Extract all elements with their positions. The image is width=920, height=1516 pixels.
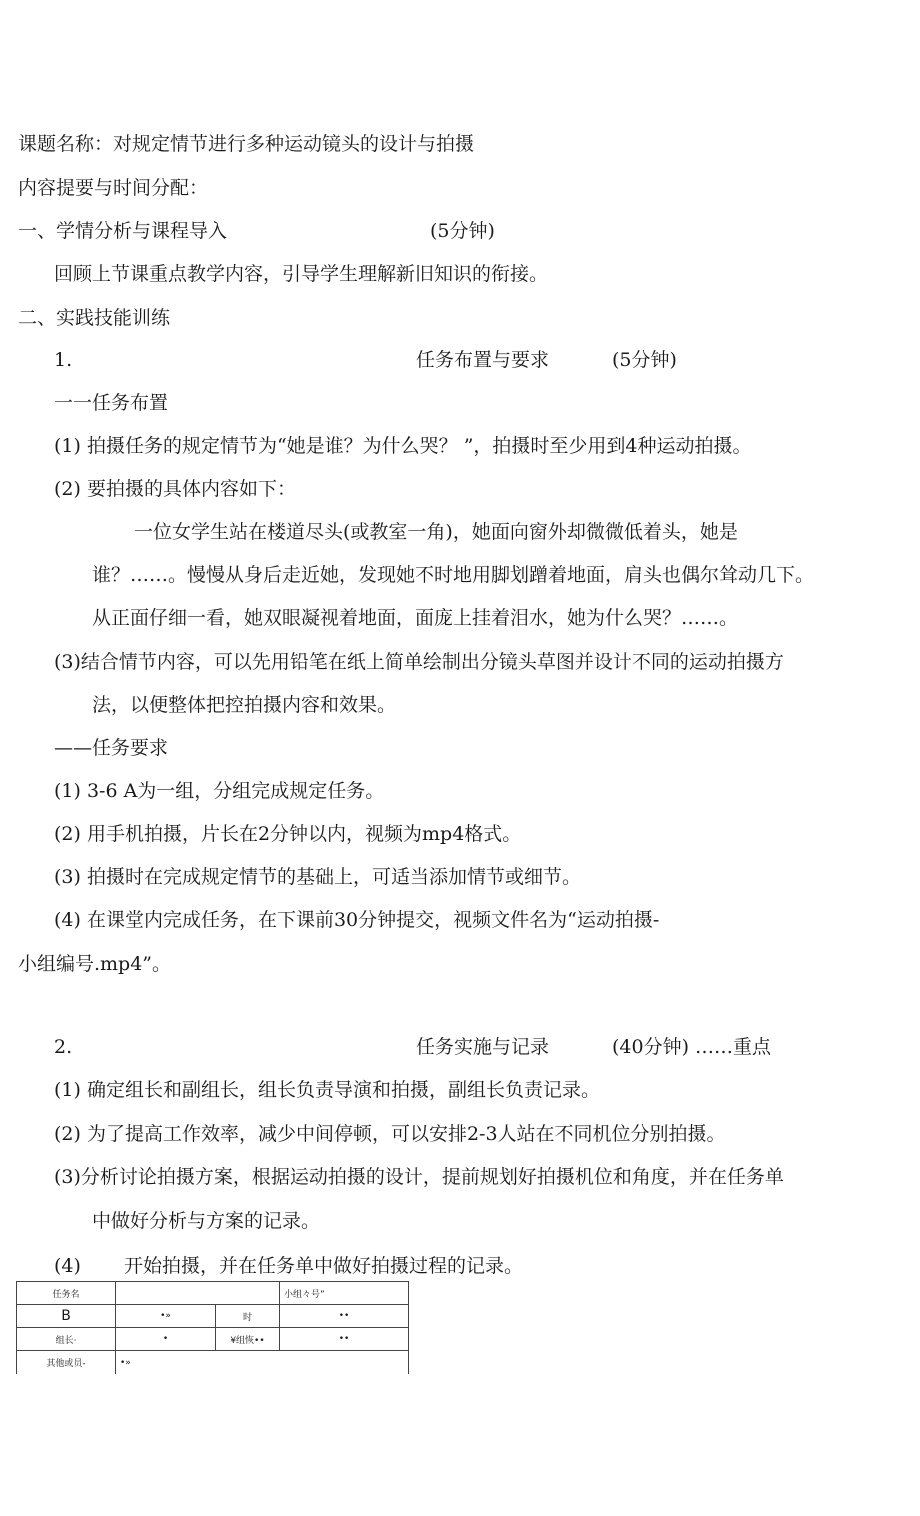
form-label-leader: 组长·: [17, 1328, 116, 1351]
part2-number: 2.: [54, 1036, 73, 1058]
form-label-members: 其他或员-: [17, 1351, 116, 1375]
form-label-date: B: [17, 1305, 116, 1328]
form-date-value: •»: [116, 1305, 216, 1328]
outline-heading: 内容提要与时间分配：: [18, 177, 209, 199]
part1-title: 任务布置与要求: [416, 349, 550, 371]
story-line-2: 谁？……。慢慢从身后走近她，发现她不时地用脚划蹭着地面，肩头也偶尔耸动几下。: [92, 564, 815, 586]
implement-item-3-line-1: (3)分析讨论拍摄方案，根据运动拍摄的设计，提前规划好拍摄机位和角度，并在任务单: [54, 1166, 784, 1188]
form-label-vice-leader: ¥组恢••: [216, 1328, 280, 1351]
implement-item-4-text: 开始拍摄，并在任务单中做好拍摄过程的记录。: [124, 1255, 524, 1277]
section2-heading: 二、实践技能训练: [18, 307, 171, 329]
implement-item-2: (2) 为了提高工作效率，减少中间停顿，可以安排2-3人站在不同机位分别拍摄。: [54, 1123, 726, 1145]
form-members-value: •»: [116, 1351, 409, 1375]
section1-time: (5分钟): [430, 220, 495, 242]
assign-item-1: (1) 拍摄任务的规定情节为“她是谁？为什么哭？ ”，拍摄时至少用到4种运动拍摄。: [54, 435, 752, 457]
implement-item-4-number: (4): [54, 1255, 81, 1277]
requirement-heading: ——任务要求: [54, 737, 169, 759]
part2-time: (40分钟) ……重点: [612, 1036, 772, 1058]
assign-item-3-line-2: 法，以便整体把控拍摄内容和效果。: [92, 694, 397, 716]
implement-item-1: (1) 确定组长和副组长，组长负责导演和拍摄，副组长负责记录。: [54, 1079, 600, 1101]
assign-heading: 一一任务布置: [54, 392, 169, 414]
assign-item-2: (2) 要拍摄的具体内容如下：: [54, 478, 296, 500]
form-row-task-name: [17, 1282, 409, 1305]
form-vice-leader-value: ••: [280, 1328, 409, 1351]
form-time-value: ••: [280, 1305, 409, 1328]
course-title: 课题名称：对规定情节进行多种运动镜头的设计与拍摄: [18, 133, 475, 155]
requirement-2: (2) 用手机拍摄，片长在2分钟以内，视频为mp4格式。: [54, 823, 522, 845]
form-row-date: [17, 1305, 409, 1328]
assign-item-3-line-1: (3)结合情节内容，可以先用铅笔在纸上简单绘制出分镜头草图并设计不同的运动拍摄方: [54, 651, 784, 673]
form-task-name-value: [116, 1282, 280, 1305]
requirement-3: (3) 拍摄时在完成规定情节的基础上，可适当添加情节或细节。: [54, 866, 581, 888]
requirement-4-line-1: (4) 在课堂内完成任务，在下课前30分钟提交，视频文件名为“运动拍摄-: [54, 909, 660, 931]
story-line-3: 从正面仔细一看，她双眼凝视着地面，面庞上挂着泪水，她为什么哭？……。: [92, 607, 739, 629]
form-leader-value: •: [116, 1328, 216, 1351]
part2-title: 任务实施与记录: [416, 1036, 550, 1058]
form-label-task-name: 任务名: [17, 1282, 116, 1305]
form-label-time: 时: [216, 1305, 280, 1328]
part1-time: (5分钟): [612, 349, 677, 371]
form-row-members: [17, 1351, 409, 1375]
requirement-1: (1) 3-6 A为一组，分组完成规定任务。: [54, 780, 385, 802]
form-label-group-number: 小组々号”: [280, 1282, 409, 1305]
story-line-1: 一位女学生站在楼道尽头(或教室一角)，她面向窗外却微微低着头，她是: [134, 521, 738, 543]
requirement-4-line-2: 小组编号.mp4”。: [18, 953, 172, 975]
section1-heading: 一、学情分析与课程导入: [18, 220, 228, 242]
implement-item-3-line-2: 中做好分析与方案的记录。: [92, 1210, 321, 1232]
task-record-form: [16, 1281, 409, 1374]
form-row-leaders: [17, 1328, 409, 1351]
part1-number: 1.: [54, 349, 73, 371]
section1-body: 回顾上节课重点教学内容，引导学生理解新旧知识的衔接。: [54, 263, 549, 285]
